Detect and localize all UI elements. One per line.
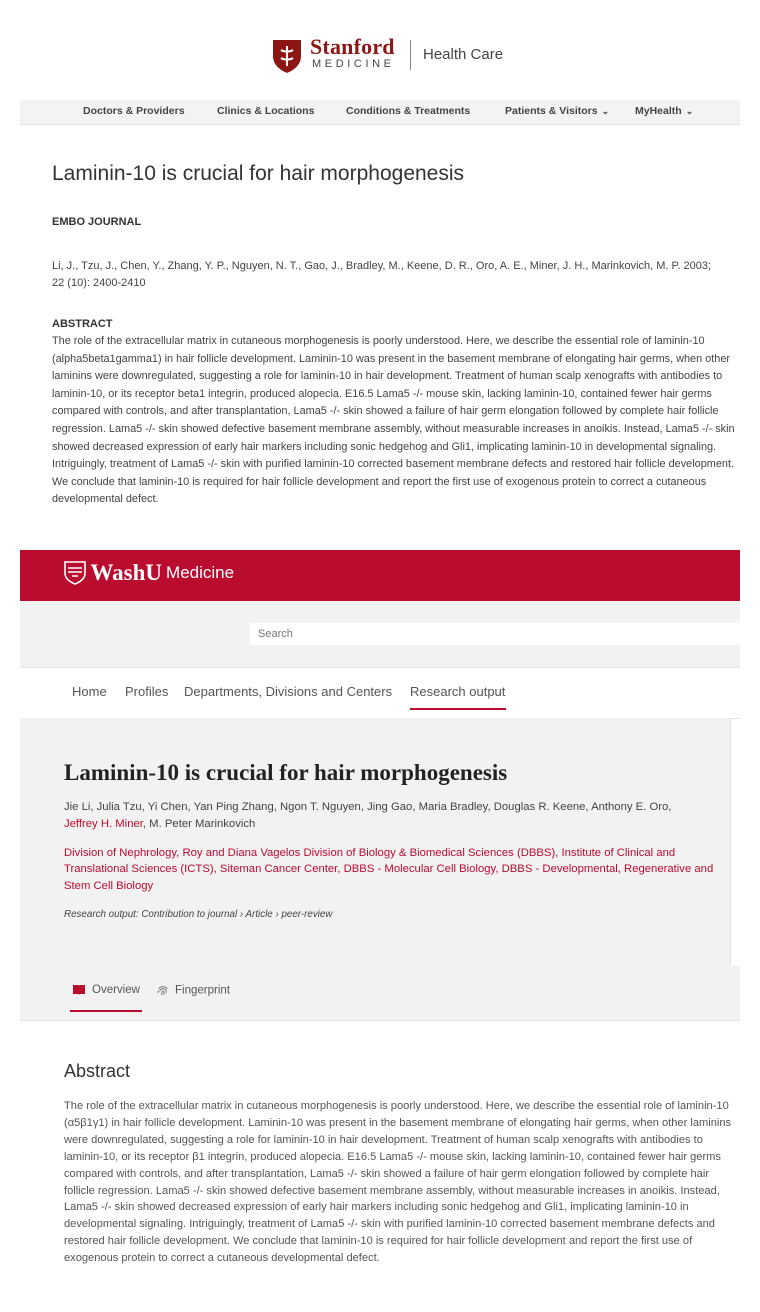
- washu-departments-links[interactable]: Division of Nephrology, Roy and Diana Vagelos Division of Biology & Biomedical Sciences (DBBS), Institute of Clinical and Translational Sciences (ICTS), Siteman Cancer Center, DBBS - Molecular Cell Biology, DBBS - Developmental, Regenerative and Stem Cell Biology: [64, 847, 714, 892]
- stanford-main-nav: [20, 100, 740, 125]
- washu-medicine-label: Medicine: [166, 563, 235, 582]
- nav-doctors-providers[interactable]: Doctors & Providers: [83, 105, 185, 117]
- stanford-shield-icon: [272, 38, 302, 74]
- stanford-abstract-heading: ABSTRACT: [52, 318, 113, 330]
- subtab-fingerprint[interactable]: Fingerprint: [157, 984, 230, 997]
- nav-myhealth[interactable]: MyHealth ⌄: [635, 105, 694, 117]
- active-subtab-indicator: [70, 1010, 142, 1012]
- nav-conditions-treatments[interactable]: Conditions & Treatments: [346, 105, 471, 117]
- washu-abstract-text: The role of the extracellular matrix in cutaneous morphogenesis is poorly understood. Here, we describe the essential role of laminin-10 (α5β1γ1) in hair follicle development. Laminin-10 was present in the basement membrane of elongating hair germs, when other laminins were downregulated, suggesting a role for laminin-10 in hair development. Treatment of human scalp xenografts with antibodies to laminin-10, or its receptor β1 integrin, produced alopecia. E16.5 Lama5 -/- mouse skin, lacking laminin-10, contained fewer hair germs compared with controls, and after transplantation, Lama5 -/- skin showed a failure of hair germ elongation followed by complete hair follicle regression. Lama5 -/- skin showed defective basement membrane assembly, without measurable increases in anoikis. Instead, Lama5 -/- skin showed decreased expression of early hair markers including sonic hedgehog and Gli1, implicating laminin-10 in developmental signaling. Intriguingly, treatment of Lama5 -/- skin with purified laminin-10 corrected basement membrane defects and restored hair follicle development. We conclude that laminin-10 is required for hair follicle development and report the first use of exogenous protein to correct a cutaneous developmental defect.: [64, 1100, 732, 1265]
- washu-shield-icon: [64, 561, 86, 585]
- washu-content-subtabs: [20, 966, 740, 1021]
- nav-patients-visitors[interactable]: Patients & Visitors ⌄: [505, 105, 610, 117]
- nav-clinics-locations[interactable]: Clinics & Locations: [217, 105, 315, 117]
- washu-nav-tabs: [20, 668, 740, 719]
- tab-research-output[interactable]: Research output: [410, 684, 506, 699]
- washu-article-header: [20, 718, 731, 966]
- fingerprint-icon: [157, 984, 169, 997]
- washu-abstract-heading: Abstract: [64, 1061, 131, 1081]
- tab-home[interactable]: Home: [72, 684, 107, 699]
- stanford-authors: Li, J., Tzu, J., Chen, Y., Zhang, Y. P., Nguyen, N. T., Gao, J., Bradley, M., Keene, D. R., Oro, A. E., Miner, J. H., Marinkovich, M. P. 2003; 22 (10): 2400-2410: [52, 260, 712, 289]
- stanford-medicine-label: MEDICINE: [312, 58, 395, 70]
- washu-wordmark: WashU: [90, 560, 163, 585]
- author-link-miner[interactable]: Jeffrey H. Miner: [64, 818, 143, 830]
- stanford-wordmark: Stanford: [310, 34, 395, 59]
- stanford-logo[interactable]: [272, 36, 512, 76]
- search-input[interactable]: [250, 623, 740, 645]
- book-icon: [72, 984, 86, 996]
- chevron-down-icon: ⌄: [601, 106, 610, 116]
- washu-authors: Jie Li, Julia Tzu, Yi Chen, Yan Ping Zhang, Ngon T. Nguyen, Jing Gao, Maria Bradley, Douglas R. Keene, Anthony E. Oro, Jeffrey H. Miner, M. Peter Marinkovich: [64, 801, 672, 830]
- stanford-abstract-text: The role of the extracellular matrix in cutaneous morphogenesis is poorly understood. Here, we describe the essential role of laminin-10 (alpha5beta1gamma1) in hair follicle development. Laminin-10 was present in the basement membrane of elongating hair germs, when other laminins were downregulated, suggesting a role for laminin-10 in hair development. Treatment of human scalp xenografts with antibodies to laminin-10, or its receptor beta1 integrin, produced alopecia. E16.5 Lama5 -/- mouse skin, lacking laminin-10, contained fewer hair germs compared with controls, and after transplantation, Lama5 -/- skin showed a failure of hair germ elongation followed by complete hair follicle regression. Lama5 -/- skin showed defective basement membrane assembly, without measurable increases in anoikis. Instead, Lama5 -/- skin showed decreased expression of early hair markers including sonic hedgehog and Gli1, implicating laminin-10 in developmental signaling. Intriguingly, treatment of Lama5 -/- skin with purified laminin-10 corrected basement membrane defects and restored hair follicle development. We conclude that laminin-10 is required for hair follicle development and report the first use of exogenous protein to correct a cutaneous developmental defect.: [52, 335, 735, 506]
- chevron-down-icon: ⌄: [685, 106, 694, 116]
- active-tab-indicator: [410, 708, 506, 710]
- subtab-overview[interactable]: Overview: [72, 984, 140, 996]
- tab-departments[interactable]: Departments, Divisions and Centers: [184, 684, 393, 699]
- washu-article-title: Laminin-10 is crucial for hair morphogenesis: [64, 760, 508, 785]
- logo-divider: [410, 40, 411, 70]
- stanford-journal-name: EMBO JOURNAL: [52, 216, 142, 228]
- washu-search-band: [20, 601, 740, 668]
- stanford-article-title: Laminin-10 is crucial for hair morphogenesis: [52, 162, 465, 185]
- tab-profiles[interactable]: Profiles: [125, 684, 169, 699]
- health-care-label: Health Care: [423, 46, 504, 63]
- washu-header-banner: [20, 550, 740, 601]
- research-output-type: Research output: Contribution to journal › Article › peer-review: [64, 909, 333, 920]
- washu-logo[interactable]: [64, 560, 234, 586]
